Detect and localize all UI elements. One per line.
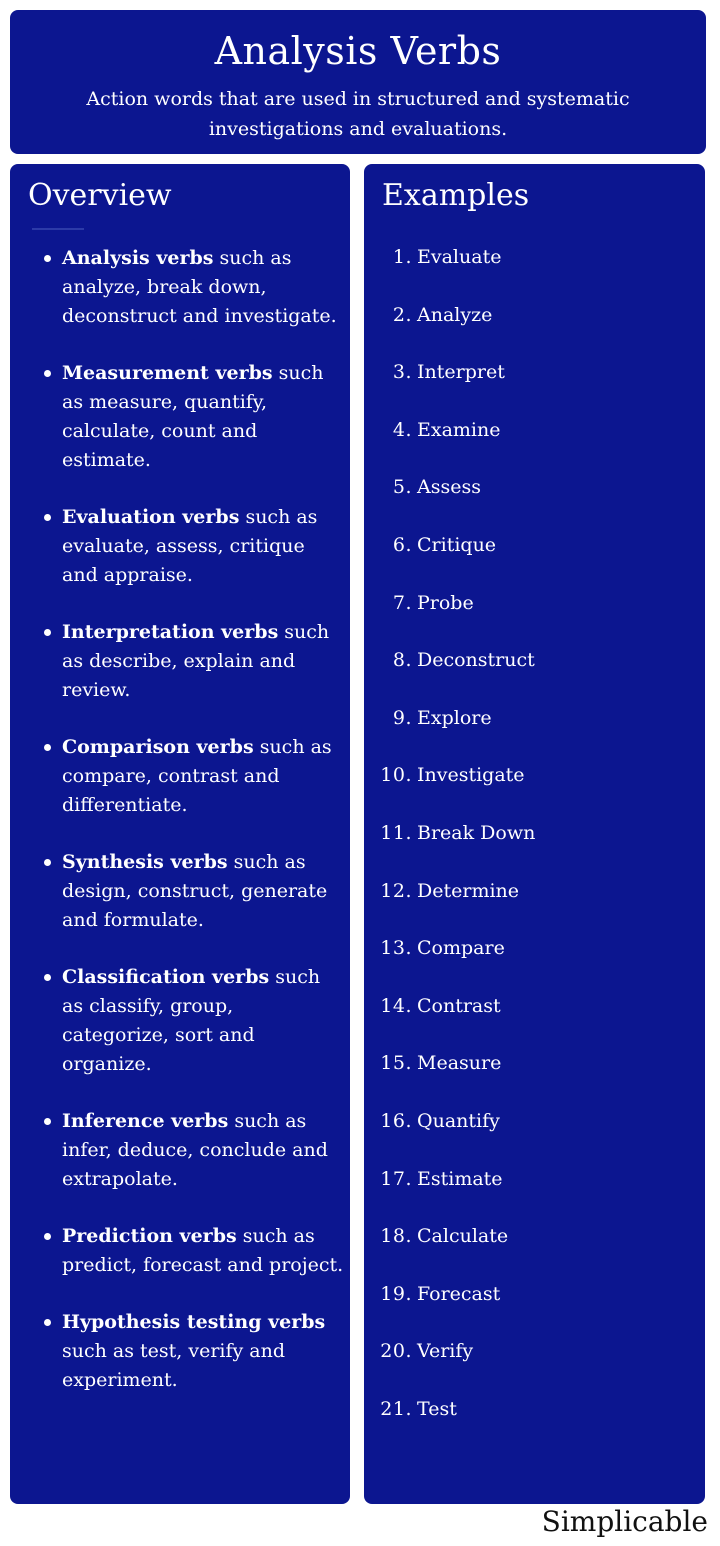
example-number: 20. bbox=[380, 1340, 412, 1363]
overview-term: Measurement verbs bbox=[62, 362, 273, 384]
example-item bbox=[364, 472, 694, 530]
example-item bbox=[364, 242, 694, 300]
example-label: Quantify bbox=[417, 1109, 500, 1132]
example-label: Investigate bbox=[417, 764, 525, 787]
bullet-icon bbox=[44, 744, 51, 751]
page-subtitle: Action words that are used in structured and systematic investigations and evaluations. bbox=[86, 88, 630, 140]
example-label: Measure bbox=[417, 1052, 502, 1075]
example-label: Contrast bbox=[417, 994, 501, 1017]
overview-text: such as predict, forecast and project. bbox=[62, 1225, 344, 1276]
example-label: Estimate bbox=[417, 1167, 503, 1190]
example-label: Verify bbox=[417, 1340, 474, 1363]
overview-term: Prediction verbs bbox=[62, 1225, 237, 1247]
example-item bbox=[364, 1394, 694, 1452]
bullet-icon bbox=[44, 1319, 51, 1326]
example-item bbox=[364, 415, 694, 473]
example-label: Interpret bbox=[417, 361, 505, 384]
page-title: Analysis Verbs bbox=[214, 29, 502, 73]
overview-text: such as test, verify and experiment. bbox=[62, 1340, 286, 1391]
heading-divider bbox=[32, 228, 84, 230]
example-item bbox=[364, 645, 694, 703]
example-number: 14. bbox=[380, 994, 412, 1017]
example-label: Explore bbox=[417, 706, 492, 729]
overview-text: such as classify, group, categorize, sort and organize. bbox=[62, 966, 321, 1075]
bullet-icon bbox=[44, 1118, 51, 1125]
examples-panel bbox=[364, 164, 705, 1504]
overview-term: Classification verbs bbox=[62, 966, 270, 988]
overview-item bbox=[44, 1107, 344, 1194]
overview-text: such as design, construct, generate and formulate. bbox=[62, 851, 328, 931]
example-item bbox=[364, 1221, 694, 1279]
overview-item bbox=[44, 359, 344, 475]
example-item bbox=[364, 1048, 694, 1106]
overview-item bbox=[44, 733, 344, 820]
overview-item bbox=[44, 244, 344, 331]
example-number: 18. bbox=[380, 1225, 412, 1248]
overview-list bbox=[44, 244, 344, 1423]
overview-text: such as compare, contrast and differentiate. bbox=[62, 736, 332, 816]
example-label: Determine bbox=[417, 879, 520, 902]
examples-list bbox=[364, 242, 694, 1451]
overview-item bbox=[44, 1308, 344, 1395]
example-label: Evaluate bbox=[417, 246, 502, 268]
example-item bbox=[364, 933, 694, 991]
example-label: Compare bbox=[417, 937, 505, 960]
example-label: Examine bbox=[417, 418, 501, 441]
header-panel bbox=[10, 10, 706, 154]
brand-logo-text: Simplicable bbox=[541, 1505, 708, 1538]
overview-term: Inference verbs bbox=[62, 1110, 229, 1132]
overview-term: Interpretation verbs bbox=[62, 621, 279, 643]
overview-text: such as measure, quantify, calculate, count and estimate. bbox=[62, 362, 324, 471]
example-number: 6. bbox=[392, 533, 412, 556]
example-label: Break Down bbox=[417, 821, 536, 844]
overview-heading: Overview bbox=[28, 178, 172, 213]
example-item bbox=[364, 357, 694, 415]
example-number: 19. bbox=[380, 1282, 412, 1305]
overview-item bbox=[44, 1222, 344, 1280]
example-number: 1. bbox=[392, 246, 412, 268]
example-number: 8. bbox=[392, 649, 412, 672]
example-label: Assess bbox=[417, 476, 481, 499]
overview-item bbox=[44, 848, 344, 935]
example-number: 17. bbox=[380, 1167, 412, 1190]
bullet-icon bbox=[44, 370, 51, 377]
example-item bbox=[364, 1106, 694, 1164]
example-label: Deconstruct bbox=[417, 649, 535, 672]
overview-term: Analysis verbs bbox=[62, 247, 214, 269]
overview-term: Evaluation verbs bbox=[62, 506, 240, 528]
example-item bbox=[364, 1279, 694, 1337]
example-number: 15. bbox=[380, 1052, 412, 1075]
bullet-icon bbox=[44, 1233, 51, 1240]
example-item bbox=[364, 991, 694, 1049]
example-number: 9. bbox=[392, 706, 412, 729]
example-item bbox=[364, 818, 694, 876]
overview-item bbox=[44, 963, 344, 1079]
example-number: 10. bbox=[380, 764, 412, 787]
example-number: 2. bbox=[392, 303, 412, 326]
bullet-icon bbox=[44, 629, 51, 636]
overview-term: Comparison verbs bbox=[62, 736, 254, 758]
example-item bbox=[364, 588, 694, 646]
example-item bbox=[364, 1336, 694, 1394]
example-number: 12. bbox=[380, 879, 412, 902]
example-item bbox=[364, 876, 694, 934]
overview-text: such as describe, explain and review. bbox=[62, 621, 330, 701]
example-number: 16. bbox=[380, 1109, 412, 1132]
bullet-icon bbox=[44, 514, 51, 521]
example-item bbox=[364, 530, 694, 588]
overview-item bbox=[44, 618, 344, 705]
overview-item bbox=[44, 503, 344, 590]
example-item bbox=[364, 300, 694, 358]
example-label: Calculate bbox=[417, 1225, 509, 1248]
example-item bbox=[364, 760, 694, 818]
overview-term: Hypothesis testing verbs bbox=[62, 1311, 326, 1333]
overview-panel bbox=[10, 164, 350, 1504]
overview-term: Synthesis verbs bbox=[62, 851, 228, 873]
overview-text: such as evaluate, assess, critique and appraise. bbox=[62, 506, 318, 586]
example-label: Critique bbox=[417, 533, 497, 556]
example-number: 21. bbox=[380, 1397, 412, 1420]
bullet-icon bbox=[44, 255, 51, 262]
example-number: 5. bbox=[392, 476, 412, 499]
examples-heading: Examples bbox=[382, 178, 530, 213]
example-label: Probe bbox=[417, 591, 474, 614]
example-number: 3. bbox=[392, 361, 412, 384]
example-number: 13. bbox=[380, 937, 412, 960]
example-number: 7. bbox=[392, 591, 412, 614]
example-number: 11. bbox=[380, 821, 412, 844]
example-label: Test bbox=[417, 1397, 457, 1420]
example-item bbox=[364, 1164, 694, 1222]
overview-text: such as infer, deduce, conclude and extrapolate. bbox=[62, 1110, 328, 1190]
overview-text: such as analyze, break down, deconstruct and investigate. bbox=[62, 247, 337, 327]
bullet-icon bbox=[44, 974, 51, 981]
example-label: Forecast bbox=[417, 1282, 501, 1305]
bullet-icon bbox=[44, 859, 51, 866]
example-item bbox=[364, 703, 694, 761]
example-label: Analyze bbox=[417, 303, 493, 326]
example-number: 4. bbox=[392, 418, 412, 441]
